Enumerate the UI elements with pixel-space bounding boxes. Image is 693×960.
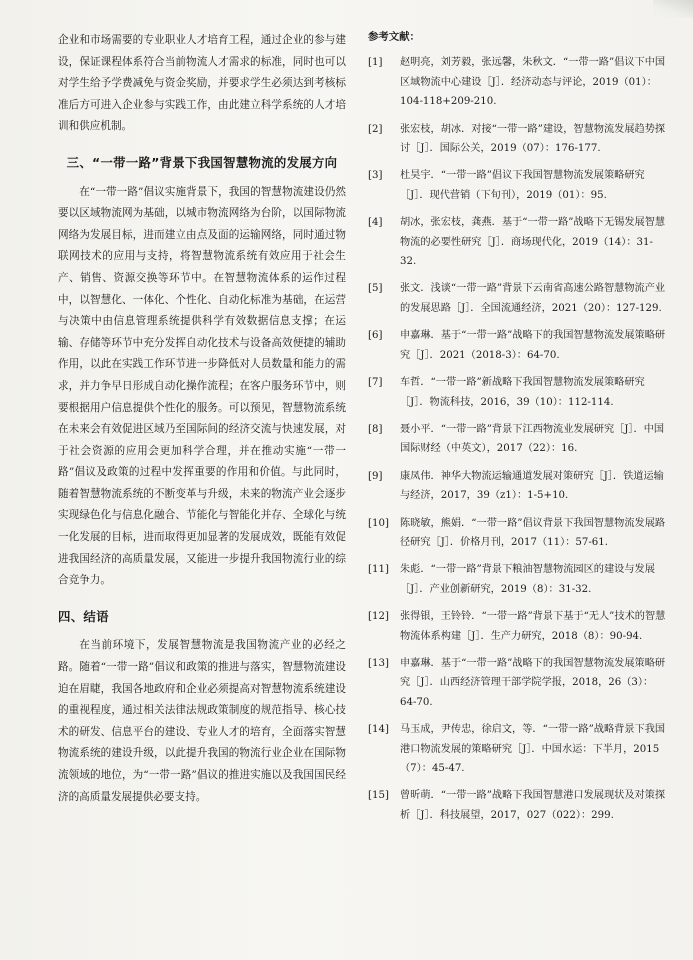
- reference-number: [2]: [368, 123, 383, 135]
- reference-text: 申嘉琳．基于“一带一路”战略下的我国智慧物流发展策略研究［J］．山西经济管理干部学院学报，2018，26（3）：64-70.: [400, 657, 666, 708]
- reference-item: [368, 786, 668, 825]
- reference-number: [13]: [368, 657, 389, 669]
- paragraph-development: 在“一带一路”倡议实施背景下，我国的智慧物流建设仍然要以区域物流网为基础，以城市物流网络为台阶，以国际物流网络为发展目标，进而建立由点及面的运输网络，同时通过物联网技术的应用与支持，将智慧物流系统有效应用于社会生产、销售、资源交换等环节中。在智慧物流体系的运作过程中，以智慧化、一体化、个性化、自动化标准为基础，在运营与决策中由信息管理系统提供科学有效数据信息支撑；在运输、存储等环节中充分发挥自动化技术与设备高效便捷的辅助作用，以此在实践工作环节进一步降低对人员数量和能力的需求，并力争早日形成自动化操作流程；在客户服务环节中，则要根据用户信息提供个性化的服务。可以预见，智慧物流系统在未来会有效促进区域乃至国际间的经济交流与快速发展，对于社会资源的应用会更加科学合理，并在推动实施“一带一路”倡议及政策的过程中发挥重要的作用和价值。与此同时，随着智慧物流系统的不断变革与升级，未来的物流产业会逐步实现绿色化与信息化融合、节能化与智能化并存、全球化与统一化发展的目标，进而取得更加显著的发展成效，既能有效促进我国经济的高质量发展，又能进一步提升我国物流行业的综合竞争力。: [58, 185, 346, 587]
- reference-text: 车哲．“一带一路”新战略下我国智慧物流发展策略研究［J］．物流科技，2016，39（10）：112-114.: [400, 377, 645, 408]
- reference-number: [12]: [368, 611, 389, 623]
- reference-number: [9]: [368, 470, 383, 482]
- reference-number: [10]: [368, 517, 389, 529]
- references-list: [368, 53, 668, 825]
- reference-item: [368, 420, 668, 459]
- reference-text: 申嘉琳．基于“一带一路”战略下的我国智慧物流发展策略研究［J］．2021（2018-3）：64-70.: [400, 330, 666, 361]
- reference-number: [7]: [368, 377, 383, 389]
- reference-number: [8]: [368, 423, 383, 435]
- reference-item: [368, 213, 668, 271]
- reference-number: [14]: [368, 724, 389, 736]
- reference-number: [3]: [368, 170, 383, 182]
- reference-item: [368, 654, 668, 712]
- reference-item: [368, 373, 668, 412]
- reference-number: [11]: [368, 564, 389, 576]
- reference-item: [368, 467, 668, 506]
- reference-text: 聂小平．“一带一路”背景下江西物流业发展研究［J］．中国国际财经（中英文），2017（22）：16.: [400, 423, 665, 455]
- references-column: [368, 28, 668, 833]
- reference-number: [4]: [368, 217, 383, 229]
- reference-item: [368, 326, 668, 365]
- reference-text: 杜昊宇．“一带一路”倡议下我国智慧物流发展策略研究［J］．现代营销（下旬刊），2019（01）：95.: [400, 170, 645, 201]
- reference-item: [368, 607, 668, 646]
- section-3-heading: 三、“一带一路”背景下我国智慧物流的发展方向: [66, 154, 338, 170]
- reference-number: [5]: [368, 283, 383, 295]
- reference-text: 张得银，王铃铃．“一带一路”背景下基于“无人”技术的智慧物流体系构建［J］．生产力研究，2018（8）：90-94.: [400, 611, 666, 642]
- reference-item: [368, 279, 668, 318]
- reference-item: [368, 53, 668, 111]
- reference-text: 张宏枝，胡冰．对接“一带一路”建设，智慧物流发展趋势探讨［J］．国际公关，2019（07）：176-177.: [400, 123, 666, 155]
- reference-text: 马玉成，尹传忠，徐启文，等．“一带一路”战略背景下我国港口物流发展的策略研究［J］．中国水运：下半月，2015（7）：45-47.: [400, 724, 666, 774]
- reference-item: [368, 720, 668, 778]
- reference-text: 赵明亮，刘芳毅，张远馨，朱秋文．“一带一路”倡议下中国区域物流中心建设［J］．经济动态与评论，2019（01）：104-118+209-210.: [400, 57, 666, 108]
- references-heading: 参考文献：: [368, 31, 420, 43]
- reference-item: [368, 560, 668, 599]
- reference-text: 康凤伟．神华大物流运输通道发展对策研究［J］．铁道运输与经济，2017，39（z1）：1-5+10.: [400, 470, 664, 502]
- left-column: [58, 30, 346, 808]
- paragraph-conclusion: 在当前环境下，发展智慧物流是我国物流产业的必经之路。随着“一带一路”倡议和政策的推进与落实，智慧物流建设迫在眉睫，我国各地政府和企业必须提高对智慧物流系统建设的重视程度，通过相关法律法规政策制度的规范指导、核心技术的研发、信息平台的建设、专业人才的培育，全面落实智慧物流系统的建设升级，以此提升我国的物流行业企业在国际物流领域的地位，为“一带一路”倡议的推进实施以及我国国民经济的高质量发展提供必要支持。: [58, 639, 346, 803]
- reference-item: [368, 166, 668, 205]
- page-corner-fold: [653, 0, 693, 18]
- reference-text: 陈晓敏，熊娟．“一带一路”倡议背景下我国智慧物流发展路径研究［J］．价格月刊，2017（11）：57-61.: [400, 517, 666, 548]
- paragraph-intro: 企业和市场需要的专业职业人才培育工程，通过企业的参与建设，保证课程体系符合当前物流人才需求的标准，同时也可以对学生给予学费减免与资金奖励，并要求学生必须达到考核标准后方可进入企业参与实践工作，由此建立科学系统的人才培训和供应机制。: [58, 34, 346, 133]
- reference-number: [1]: [368, 57, 383, 69]
- reference-item: [368, 120, 668, 159]
- reference-item: [368, 514, 668, 553]
- reference-text: 朱彪．“一带一路”背景下粮油智慧物流园区的建设与发展［J］．产业创新研究，2019（8）：31-32.: [400, 564, 655, 595]
- reference-text: 曾昕萌．“一带一路”战略下我国智慧港口发展现状及对策探析［J］．科技展望，2017，027（022）：299.: [400, 790, 666, 821]
- reference-text: 胡冰，张宏枝，龚燕．基于“一带一路”战略下无锡发展智慧物流的必要性研究［J］．商场现代化，2019（14）：31-32.: [400, 217, 666, 268]
- reference-number: [6]: [368, 330, 383, 342]
- section-4-heading: 四、结语: [58, 608, 109, 624]
- reference-text: 张文．浅谈“一带一路”背景下云南省高速公路智慧物流产业的发展思路［J］．全国流通经济，2021（20）：127-129.: [400, 283, 666, 314]
- reference-number: [15]: [368, 790, 389, 802]
